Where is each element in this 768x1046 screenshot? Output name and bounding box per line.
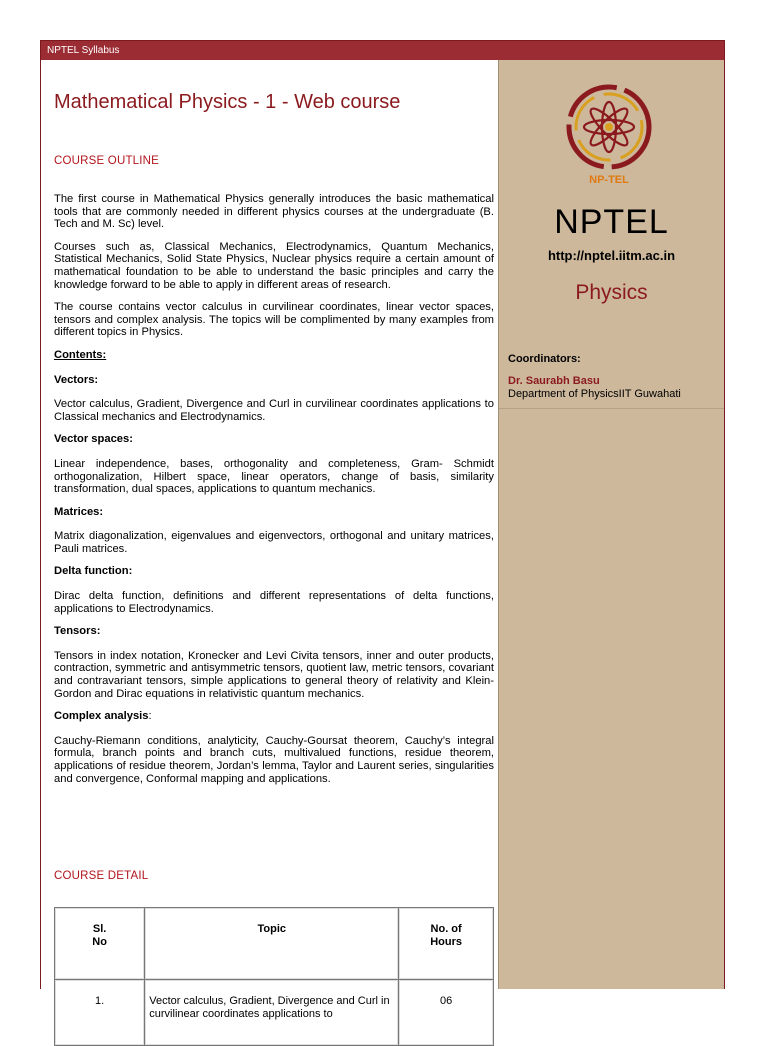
nptel-logo-icon [559, 79, 659, 189]
header-topic: Topic [145, 908, 399, 980]
row-topic: Vector calculus, Gradient, Divergence and Curl in curvilinear coordinates applications to [145, 980, 399, 1046]
sidebar [498, 60, 724, 989]
coordinator-department: Department of PhysicsIIT Guwahati [508, 388, 681, 400]
topic-heading-complex-analysis [54, 710, 494, 723]
divider [499, 408, 724, 409]
complex-analysis-label: Complex analysis [54, 710, 149, 723]
topic-text-matrices: Matrix diagonalization, eigenvalues and eigenvectors, orthogonal and unitary matrices, Pauli matrices. [54, 530, 494, 555]
topic-heading-tensors: Tensors: [54, 625, 101, 638]
logo-text: NP-TEL [589, 174, 629, 186]
intro-paragraph-2: Courses such as, Classical Mechanics, Electrodynamics, Quantum Mechanics, Statistical Mechanics, Solid State Physics, Nuclear physics require a certain amount of mathematical foundation to be able to understand the basic principles and carry the knowledge forward to be able to apply in different areas of research. [54, 240, 494, 291]
row-hours: 06 [399, 980, 494, 1046]
main-content [41, 60, 498, 1020]
topic-heading-delta-function: Delta function: [54, 565, 133, 578]
intro-paragraph-1: The first course in Mathematical Physics generally introduces the basic mathematical tools that are commonly needed in different physics courses at the undergraduate (B. Tech and M. Sc) level. [54, 193, 494, 231]
topic-heading-matrices: Matrices: [54, 505, 104, 518]
course-outline-heading: COURSE OUTLINE [54, 155, 160, 167]
row-sl-no: 1. [55, 980, 145, 1046]
header-sl-no: Sl. No [55, 908, 145, 980]
table-header-row [55, 908, 494, 980]
site-url-link[interactable]: http://nptel.iitm.ac.in [547, 248, 676, 263]
coordinator-name: Dr. Saurabh Basu [508, 375, 600, 387]
brand-name: NPTEL [554, 203, 669, 241]
table-row [55, 980, 494, 1046]
header-hours: No. of Hours [399, 908, 494, 980]
intro-paragraph-3: The course contains vector calculus in curvilinear coordinates, linear vector spaces, tensors and complex analysis. The topics will be complimented by many examples from different topics in Physics. [54, 301, 494, 339]
course-description [54, 193, 494, 795]
course-detail-table [54, 907, 494, 1046]
topic-heading-vectors: Vectors: [54, 373, 99, 386]
topbar-label: NPTEL Syllabus [41, 41, 724, 60]
topic-text-vectors: Vector calculus, Gradient, Divergence and Curl in curvilinear coordinates applications to Classical mechanics and Electrodynamics. [54, 398, 494, 423]
complex-analysis-colon: : [148, 710, 152, 723]
coordinators-label: Coordinators: [508, 353, 581, 365]
contents-heading: Contents: [54, 348, 107, 361]
topic-text-complex-analysis: Cauchy-Riemann conditions, analyticity, Cauchy-Goursat theorem, Cauchy’s integral formula, branch points and branch cuts, multivalued functions, residue theorem, applications of residue theorem, Jordan’s lemma, Taylor and Laurent series, singularities and convergence, Conformal mapping and applications. [54, 734, 494, 785]
course-detail-heading: COURSE DETAIL [54, 870, 149, 882]
topic-text-vector-spaces: Linear independence, bases, orthogonality and completeness, Gram- Schmidt orthogonalization, Hilbert space, linear operators, change of basis, similarity transformation, dual spaces, applications to quantum mechanics. [54, 457, 494, 496]
topic-text-delta-function: Dirac delta function, definitions and different representations of delta functions, applications to Electrodynamics. [54, 590, 494, 615]
topic-heading-vector-spaces: Vector spaces: [54, 433, 133, 446]
department-name: Physics [575, 281, 648, 304]
course-title: Mathematical Physics - 1 - Web course [54, 91, 401, 113]
topic-text-tensors: Tensors in index notation, Kronecker and Levi Civita tensors, inner and outer products, contraction, symmetric and antisymmetric tensors, quotient law, metric tensors, covariant and contravariant tensors, simple applications to general theory of relativity and Klein-Gordon and Dirac equations in relativistic quantum mechanics. [54, 649, 494, 700]
syllabus-page [40, 40, 725, 1020]
